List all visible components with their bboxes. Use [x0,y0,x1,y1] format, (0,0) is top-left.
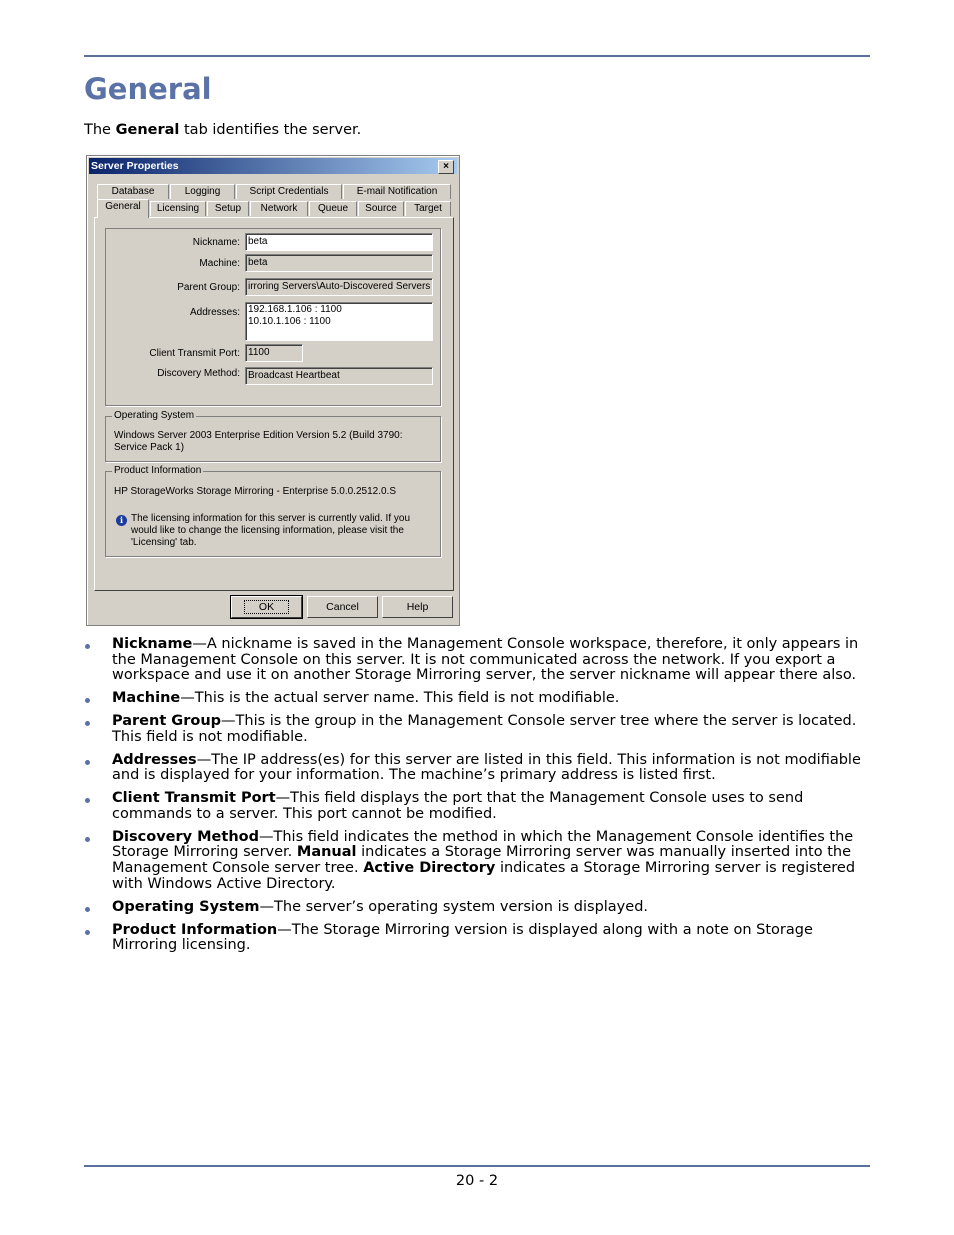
ok-button[interactable]: OK [231,596,302,618]
tab-network[interactable]: Network [250,201,308,216]
dialog-title: Server Properties [91,160,179,172]
machine-label: Machine: [199,258,240,269]
tab-database[interactable]: Database [97,184,169,199]
tab-setup[interactable]: Setup [207,201,249,216]
addresses-label: Addresses: [189,307,240,318]
operating-system-text: Windows Server 2003 Enterprise Edition Version 5.2 (Build 3790: Service Pack 1) [114,430,403,453]
product-information-group-title: Product Information [114,465,202,476]
dialog-titlebar [89,158,457,174]
discovery-method-label: Discovery Method: [157,368,240,379]
footer-rule [84,1165,870,1167]
addresses-field[interactable]: 192.168.1.106 : 1100 10.10.1.106 : 1100 [245,302,433,341]
tab-general[interactable]: General [97,199,149,218]
parent-group-label: Parent Group: [177,282,240,293]
list-item: Nickname—A nickname is saved in the Management Console workspace, therefore, it only appears in the Management Console on this server. It is not communicated across the network. If you export a workspace and use it on another Storage Mirroring server, the server nickname will appear there also. [84,637,870,684]
field-description-list [84,637,870,961]
client-transmit-port-field: 1100 [245,344,303,362]
product-information-text: HP StorageWorks Storage Mirroring - Enterprise 5.0.0.2512.0.S [114,486,396,497]
page-title: General [84,72,212,106]
nickname-label: Nickname: [192,237,240,248]
list-item: Operating System—The server’s operating system version is displayed. [84,900,870,916]
list-item: Product Information—The Storage Mirroring version is displayed along with a note on Storage Mirroring licensing. [84,923,870,954]
client-transmit-port-label: Client Transmit Port: [149,348,240,359]
list-item: Client Transmit Port—This field displays the port that the Management Console uses to send commands to a server. This port cannot be modified. [84,791,870,822]
tab-licensing[interactable]: Licensing [150,201,206,216]
licensing-note: The licensing information for this server is currently valid. If you would like to change the licensing information, please visit the 'Licensing' tab. [131,513,410,548]
list-item: Addresses—The IP address(es) for this server are listed in this field. This information is not modifiable and is displayed for your information. The machine’s primary address is listed first. [84,753,870,784]
tab-target[interactable]: Target [405,201,451,216]
list-item: Machine—This is the actual server name. This field is not modifiable. [84,691,870,707]
product-information-group [105,465,441,557]
machine-field: beta [245,254,433,272]
tab-source[interactable]: Source [358,201,404,216]
info-icon: i [116,515,127,526]
list-item: Discovery Method—This field indicates the method in which the Management Console identifies the Storage Mirroring server. Manual indicates a Storage Mirroring server was manually inserted into the Management Console server tree. Active Directory indicates a Storage Mirroring server is registered with Windows Active Directory. [84,830,870,892]
discovery-method-field: Broadcast Heartbeat [245,367,433,385]
tab-script-credentials[interactable]: Script Credentials [236,184,342,199]
help-button[interactable]: Help [382,596,453,618]
server-properties-dialog [86,155,460,626]
server-fields-group [105,228,441,406]
cancel-button[interactable]: Cancel [307,596,378,618]
header-rule [84,55,870,57]
operating-system-group-title: Operating System [114,410,195,421]
list-item: Parent Group—This is the group in the Management Console server tree where the server is located. This field is not modifiable. [84,714,870,745]
parent-group-field: irroring Servers\Auto-Discovered Servers [245,278,433,296]
intro-paragraph: The General tab identifies the server. [84,122,362,138]
close-icon[interactable]: × [438,160,454,174]
operating-system-group [105,410,441,462]
tab-queue[interactable]: Queue [309,201,357,216]
general-tab-panel [94,217,454,591]
page-number: 20 - 2 [455,1173,499,1189]
nickname-field[interactable]: beta [245,233,433,251]
tab-email-notification[interactable]: E-mail Notification [343,184,451,199]
tab-logging[interactable]: Logging [170,184,235,199]
